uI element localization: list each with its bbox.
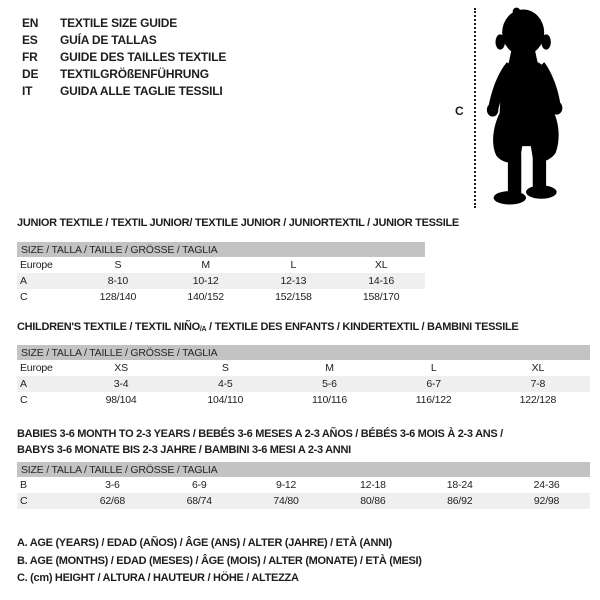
table-cell: 158/170 [362, 291, 400, 303]
table-cell: 92/98 [503, 493, 590, 509]
language-code: IT [22, 84, 33, 98]
size-column-header: XL [531, 362, 545, 374]
row-label: C [20, 291, 28, 303]
table-cell: 122/128 [519, 394, 557, 406]
table-cell: 80/86 [329, 493, 416, 509]
table-row-europe [17, 360, 590, 376]
children-section-title [17, 321, 518, 336]
babies-size-table [17, 462, 590, 509]
size-header-row [17, 345, 590, 360]
table-cell: 18-24 [446, 479, 473, 491]
size-header-label: SIZE / TALLA / TAILLE / GRÖSSE / TAGLIA [17, 462, 590, 477]
table-cell: 5-6 [277, 376, 381, 392]
language-title: GUIDA ALLE TAGLIE TESSILI [60, 84, 223, 98]
table-cell: 62/68 [69, 493, 156, 509]
height-measure-dotted-line [474, 8, 476, 208]
size-column-header: S [114, 259, 122, 271]
language-code: DE [22, 67, 39, 81]
table-cell: 9-12 [275, 479, 297, 491]
children-title-prefix: CHILDREN'S TEXTILE / TEXTIL NIÑO [17, 321, 200, 333]
children-size-table [17, 345, 590, 408]
babies-title-line1: BABIES 3-6 MONTH TO 2-3 YEARS / BEBÉS 3-6 MESES A 2-3 AÑOS / BÉBÉS 3-6 MOIS À 2-3 ANS / [17, 428, 503, 440]
table-cell: 12-13 [250, 273, 338, 289]
row-label: C [20, 394, 28, 406]
row-label: A [17, 273, 74, 289]
language-code: EN [22, 16, 39, 30]
table-cell: 7-8 [486, 376, 590, 392]
language-title: TEXTILGRÖßENFÜHRUNG [60, 67, 209, 81]
table-row-height [17, 392, 590, 408]
junior-section-title: JUNIOR TEXTILE / TEXTIL JUNIOR/ TEXTILE JUNIOR / JUNIORTEXTIL / JUNIOR TESSILE [17, 217, 459, 229]
babies-title-line2: BABYS 3-6 MONATE BIS 2-3 JAHRE / BAMBINI 3-6 MESI A 2-3 ANNI [17, 444, 351, 456]
table-cell: 12-18 [359, 479, 386, 491]
table-row-age [17, 376, 590, 392]
note-age-years: A. AGE (YEARS) / EDAD (AÑOS) / ÂGE (ANS) / ALTER (JAHRE) / ETÀ (ANNI) [17, 537, 392, 549]
size-column-header: S [221, 362, 229, 374]
table-cell: 3-4 [69, 376, 173, 392]
table-cell: 8-10 [74, 273, 162, 289]
baby-silhouette-icon [484, 6, 570, 208]
language-title: GUÍA DE TALLAS [60, 33, 157, 47]
table-cell: 110/116 [311, 394, 347, 406]
size-column-header: M [325, 362, 334, 374]
children-title-subscript: /A [199, 326, 207, 333]
table-cell: 14-16 [337, 273, 425, 289]
size-header-row [17, 242, 425, 257]
table-cell: 24-36 [533, 479, 560, 491]
language-code: FR [22, 50, 38, 64]
table-cell: 6-7 [382, 376, 486, 392]
height-label-c: C [455, 104, 464, 118]
size-header-label: SIZE / TALLA / TAILLE / GRÖSSE / TAGLIA [17, 242, 425, 257]
size-column-header: L [430, 362, 437, 374]
size-header-row [17, 462, 590, 477]
size-header-label: SIZE / TALLA / TAILLE / GRÖSSE / TAGLIA [17, 345, 590, 360]
row-label: Europe [20, 362, 53, 374]
list-item [22, 83, 226, 100]
table-cell: 152/158 [275, 291, 312, 303]
language-title: TEXTILE SIZE GUIDE [60, 16, 178, 30]
table-row-europe [17, 257, 425, 273]
row-label: C [17, 493, 69, 509]
table-cell: 86/92 [416, 493, 503, 509]
size-column-header: M [201, 259, 210, 271]
table-row-age [17, 273, 425, 289]
table-cell: 98/104 [105, 394, 137, 406]
table-cell: 128/140 [99, 291, 137, 303]
legend-notes [17, 535, 422, 588]
row-label: A [17, 376, 69, 392]
table-cell: 10-12 [162, 273, 250, 289]
language-list [22, 15, 226, 100]
children-title-suffix: / TEXTILE DES ENFANTS / KINDERTEXTIL / BAMBINI TESSILE [206, 321, 519, 333]
note-age-months: B. AGE (MONTHS) / EDAD (MESES) / ÂGE (MOIS) / ALTER (MONATE) / ETÀ (MESI) [17, 554, 422, 567]
note-height-cm: C. (cm) HEIGHT / ALTURA / HAUTEUR / HÖHE / ALTEZZA [17, 572, 299, 584]
language-title: GUIDE DES TAILLES TEXTILE [60, 50, 227, 64]
table-cell: 3-6 [105, 479, 120, 491]
table-cell: 116/122 [415, 394, 452, 406]
list-item [22, 49, 226, 66]
table-cell: 104/110 [207, 394, 244, 406]
size-column-header: L [290, 259, 297, 271]
list-item [22, 15, 226, 32]
table-cell: 74/80 [243, 493, 330, 509]
size-column-header: XS [114, 362, 128, 374]
list-item [22, 32, 226, 49]
babies-section-title [17, 426, 503, 458]
language-code: ES [22, 33, 38, 47]
table-row-months [17, 477, 590, 493]
table-cell: 140/152 [187, 291, 224, 303]
table-cell: 6-9 [191, 479, 207, 491]
table-row-height [17, 493, 590, 509]
table-cell: 4-5 [173, 376, 277, 392]
size-column-header: XL [374, 259, 388, 271]
row-label: B [20, 479, 27, 491]
table-row-height [17, 289, 425, 305]
table-cell: 68/74 [156, 493, 243, 509]
list-item [22, 66, 226, 83]
row-label: Europe [20, 259, 53, 271]
junior-size-table [17, 242, 425, 305]
